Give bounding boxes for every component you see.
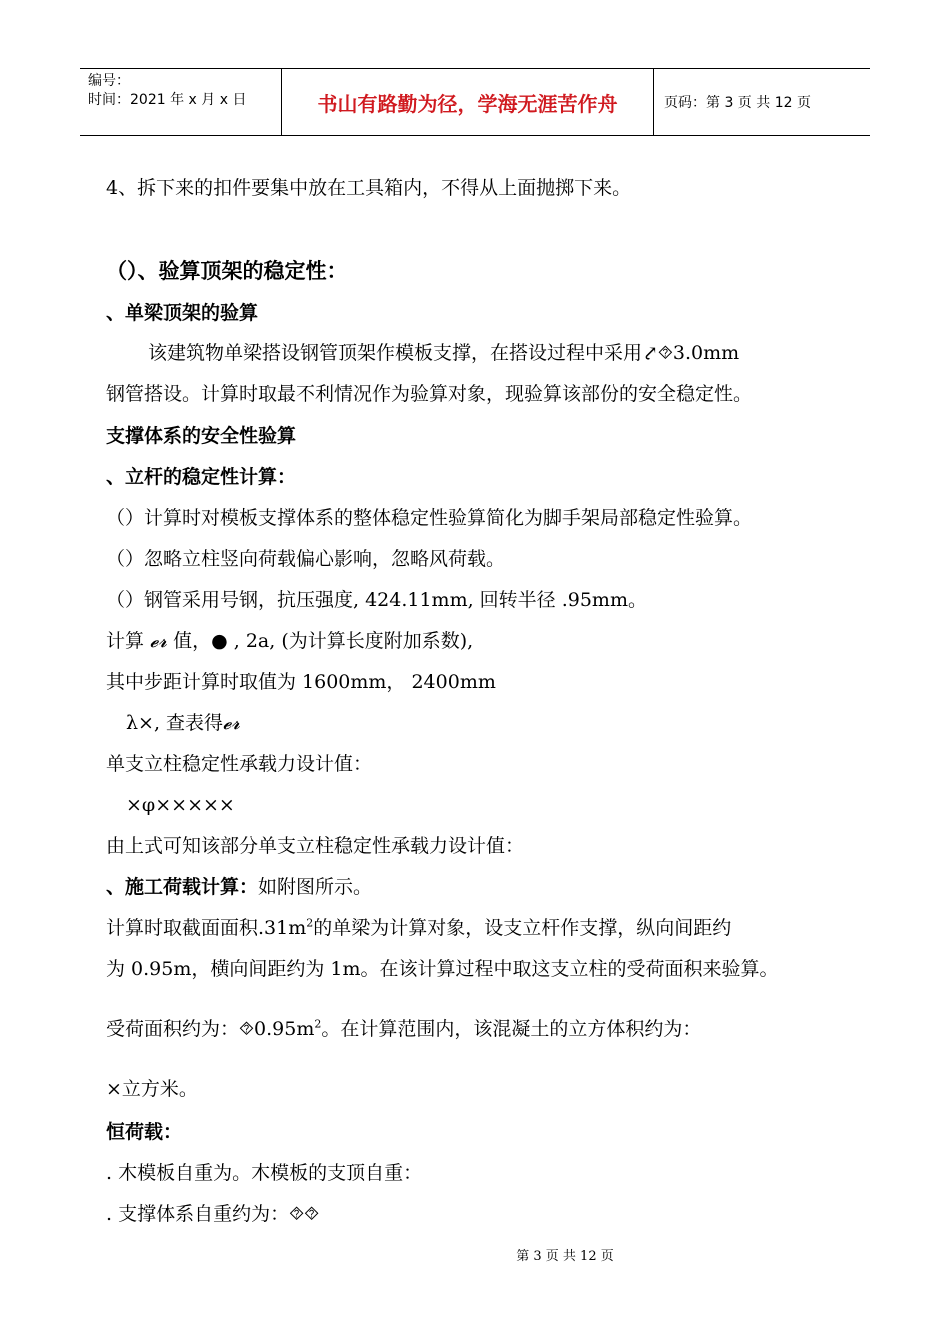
- number-label: 编号：: [88, 73, 130, 89]
- subsection-heading: 、立杆的稳定性计算：: [106, 466, 297, 488]
- text-span: 。在计算范围内，该混凝土的立方体积约为：: [321, 1018, 702, 1040]
- text-line: [106, 874, 372, 900]
- text-span: 计算时取截面面积.31m: [106, 917, 307, 939]
- text-line: . 木模板自重为。木模板的支顶自重：: [106, 1162, 423, 1184]
- header-meta: [80, 69, 282, 135]
- text-span: λ×, 查表得: [126, 712, 224, 734]
- text-span: 值，● , 2a, (为计算长度附加系数),: [167, 630, 474, 652]
- text-line: 4、拆下来的扣件要集中放在工具箱内，不得从上面抛掷下来。: [106, 177, 632, 199]
- subsection-heading: 支撑体系的安全性验算: [106, 425, 297, 447]
- text-line: [106, 628, 473, 654]
- superscript: 2: [314, 1017, 322, 1031]
- text-line: [126, 710, 240, 736]
- text-line: 该建筑物单梁搭设钢管顶架作模板支撑，在搭设过程中采用⤤⯑3.0mm: [148, 342, 740, 364]
- text-line: 单支立柱稳定性承载力设计值：: [106, 753, 373, 775]
- date-label: 时间：2021 年 x 月 x 日: [88, 92, 247, 108]
- text-line: . 支撑体系自重约为：⯑⯑: [106, 1203, 320, 1225]
- text-line: ×立方米。: [106, 1078, 198, 1100]
- text-line: ×φ×××××: [126, 794, 235, 816]
- text-line: （）钢管采用号钢，抗压强度, 424.11mm, 回转半径 .95mm。: [106, 589, 647, 611]
- symbol-span: 𝓮𝓻: [223, 712, 241, 734]
- subsection-heading: 恒荷载：: [106, 1121, 183, 1143]
- section-heading: （）、验算顶架的稳定性：: [106, 258, 348, 283]
- text-line: [106, 915, 731, 941]
- text-line: （）计算时对模板支撑体系的整体稳定性验算简化为脚手架局部稳定性验算。: [106, 507, 753, 529]
- text-line: [106, 1016, 701, 1042]
- text-line: 其中步距计算时取值为 1600mm， 2400mm: [106, 671, 496, 693]
- text-span: 计算: [106, 630, 151, 652]
- text-span: 如附图所示。: [258, 876, 373, 898]
- text-line: 为 0.95m，横向间距约为 1m。在该计算过程中取这支立柱的受荷面积来验算。: [106, 958, 779, 980]
- bold-span: 、施工荷载计算：: [106, 876, 259, 898]
- text-span: 受荷面积约为：⯑0.95m: [106, 1018, 315, 1040]
- text-line: 钢管搭设。计算时取最不利情况作为验算对象，现验算该部份的安全稳定性。: [106, 383, 753, 405]
- text-line: 由上式可知该部分单支立柱稳定性承载力设计值：: [106, 835, 525, 857]
- subsection-heading: 、单梁顶架的验算: [106, 302, 259, 324]
- text-span: 的单梁为计算对象，设支立杆作支撑，纵向间距约: [313, 917, 732, 939]
- page-header: [80, 68, 870, 136]
- header-page-info: 页码：第 3 页 共 12 页: [664, 95, 811, 111]
- header-slogan: 书山有路勤为径，学海无涯苦作舟: [282, 69, 654, 135]
- superscript: 2: [306, 916, 314, 930]
- text-line: （）忽略立柱竖向荷载偏心影响，忽略风荷载。: [106, 548, 506, 570]
- symbol-span: 𝓮𝓻: [150, 630, 168, 652]
- page-footer: 第 3 页 共 12 页: [516, 1249, 614, 1264]
